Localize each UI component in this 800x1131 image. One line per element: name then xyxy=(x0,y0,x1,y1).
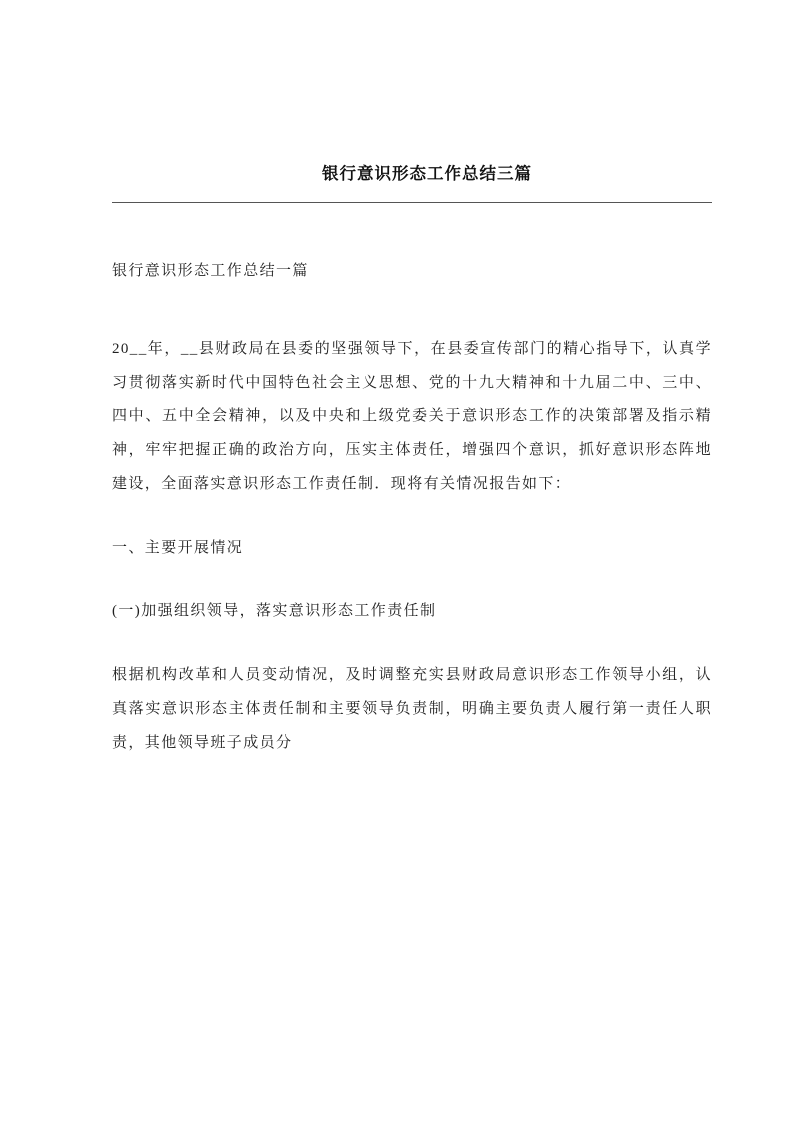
paragraph-section-1-1-body: 根据机构改革和人员变动情况，及时调整充实县财政局意识形态工作领导小组，认真落实意识形态主体责任制和主要领导负责制，明确主要负责人履行第一责任人职责，其他领导班子成员分 xyxy=(112,667,712,751)
document-body xyxy=(112,255,712,760)
paragraph-section-heading-1: 一、主要开展情况 xyxy=(112,539,244,556)
page-title: 银行意识形态工作总结三篇 xyxy=(322,164,532,183)
paragraph-subtitle: 银行意识形态工作总结一篇 xyxy=(112,263,309,279)
paragraph-section-heading-1-1: (一)加强组织领导，落实意识形态工作责任制 xyxy=(112,603,437,620)
title-divider xyxy=(112,202,712,203)
paragraph-intro: 20__年，__县财政局在县委的坚强领导下，在县委宣传部门的精心指导下，认真学习贯彻落实新时代中国特色社会主义思想、党的十九大精神和十九届二中、三中、四中、五中全会精神，以及中央和上级党委关于意识形态工作的决策部署及指示精神，牢牢把握正确的政治方向，压实主体责任，增强四个意识，抓好意识形态阵地建设，全面落实意识形态工作责任制．现将有关情况报告如下： xyxy=(112,340,712,492)
